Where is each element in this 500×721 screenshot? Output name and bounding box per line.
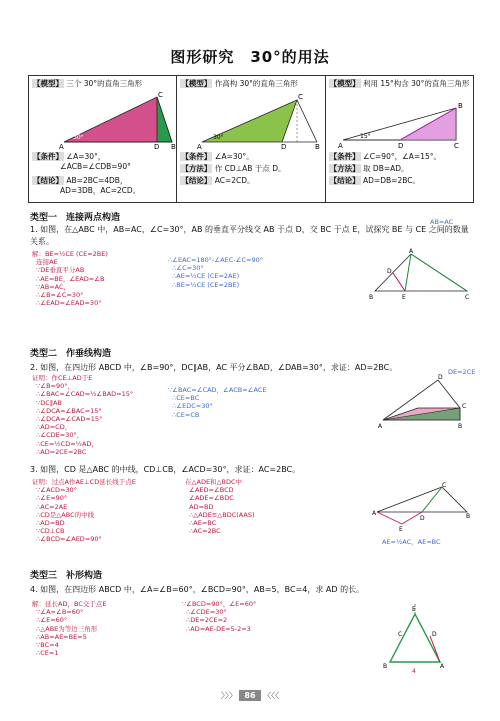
model-2-figure — [197, 92, 322, 150]
model-3-label-b: B — [457, 102, 463, 110]
model-2-condition — [180, 152, 321, 162]
res-line: AD=3DB，AC=2CD。 — [60, 186, 141, 195]
q4-length-4: 4 — [412, 668, 416, 675]
question-1-solution-left: 解：BE=½CE (CE=2BE) 连接AE ∵DE垂直平分AB ∴AE=BE，∠EAD=∠B ∵AB=AC， ∴∠B=∠C=30° ∴∠EAD=∠EAD=30° — [32, 250, 108, 308]
cond-line: ∠A=30°。 — [214, 152, 254, 161]
model-2-result — [180, 176, 321, 186]
question-2-solution-mid: ∵∠BAC=∠CAD，∠ACB=∠ACE ∴CE=BC ∴∠EDC=30° ∴CE=CB — [168, 386, 267, 419]
res-line: AD=DB=2BC。 — [363, 176, 420, 185]
question-3: 3. 如图，CD 是△ABC 的中线，CD⊥CB，∠ACD=30°，求证：AC=2BC。 — [30, 465, 301, 474]
question-3-note: AE=½AC，AE=BC — [382, 538, 441, 546]
res-tag: 【结论】 — [329, 176, 360, 185]
page-footer — [0, 690, 500, 701]
q1-label-d: D — [387, 268, 392, 275]
res-tag: 【结论】 — [33, 176, 63, 185]
q1-label-e: E — [402, 294, 406, 301]
model-desc-text: 利用 15°构含 30°的直角三角形 — [363, 79, 470, 88]
question-3-solution-mid: 在△ADE和△BDC中 ∠AED=∠BCD ∠ADE=∠BDC AD=BD ∴△ADE≌△BDC(AAS) ∴AE=BC ∴AC=2BC — [185, 478, 255, 536]
model-1-desc — [32, 79, 173, 89]
question-2: 2. 如图，在四边形 ABCD 中，∠B=90°，DC∥AB，AC 平分∠BAD，∠DAB=30°，求证：AD=2BC。 — [30, 363, 398, 372]
method-line: 作 CD⊥AB 于点 D。 — [214, 164, 286, 173]
q3-label-c: C — [442, 482, 447, 489]
model-3-result — [329, 176, 470, 186]
model-1-label-d: D — [154, 143, 160, 150]
page-number: 86 — [239, 690, 260, 701]
question-3-solution-left: 证明：过点A作AE⊥CD延长线于点E ∵∠ACD=30° ∴∠E=90° ∴AC=2AE ∴CD是△ABC的中线 ∴AD=BD ∵CD⊥CB ∴∠BCD=∠AED=90° — [32, 478, 136, 544]
footer-right-arrows: 〈〈〈 — [263, 691, 280, 700]
model-column-2 — [177, 76, 325, 202]
q1-label-b: B — [369, 294, 374, 301]
page-title: 图形研究 30°的用法 — [170, 48, 330, 66]
question-3-figure — [372, 482, 472, 532]
question-2-note: DE=2CE — [448, 368, 476, 376]
question-4: 4. 如图，在四边形 ABCD 中，∠A=∠B=60°，∠BCD=90°，AB=5，BC=4，求 AD 的长。 — [30, 585, 365, 594]
model-desc-text: 三个 30°的直角三角形 — [66, 79, 143, 88]
model-1-label-a: A — [59, 143, 64, 150]
question-4-solution-mid: ∵∠BCD=90°，∠E=60° ∴∠CDE=30° ∴DE=2CE=2 ∴AD=AE-DE=5-2=3 — [182, 600, 257, 633]
cond-line: ∠C=90°，∠A=15°。 — [363, 152, 442, 161]
model-tag: 【模型】 — [329, 79, 360, 88]
model-1-condition — [32, 152, 173, 172]
model-tag: 【模型】 — [33, 79, 63, 88]
model-3-method — [329, 164, 470, 174]
question-2-solution-left: 证明：作CE⊥AD于E ∵∠B=90°， ∴∠BAC=∠CAD=½∠BAD=15° ∵DC∥AB ∴∠DCA=∠BAC=15° ∴∠DCA=∠CAD=15° ∴AD=CD， ∴∠CDE=30°， ∴CE=½CD=½AD， ∴AD=2CE=2BC — [32, 374, 134, 456]
q1-label-c: C — [465, 294, 470, 301]
q4-label-c: C — [398, 631, 403, 638]
model-3-desc — [329, 79, 470, 89]
question-4-figure — [382, 596, 472, 676]
model-2-label-c: C — [298, 93, 304, 101]
model-desc-text: 作高构 30°的直角三角形 — [214, 79, 298, 88]
q3-label-a: A — [372, 510, 377, 517]
q1-label-a: A — [409, 248, 414, 255]
model-3-label-d: D — [397, 142, 404, 150]
question-4-solution-left: 解：延长AD，BC交于点E ∵∠A=∠B=60° ∴∠E=60° ∴△ABE为等边三角形 ∴AB=AE=BE=5 ∵BC=4 ∴CE=1 — [32, 600, 107, 658]
q3-label-d: D — [420, 515, 425, 522]
model-1-label-b: B — [171, 143, 176, 150]
model-2-angle: 30° — [213, 134, 224, 141]
model-column-3 — [326, 76, 473, 202]
cond-tag: 【条件】 — [181, 152, 212, 161]
cond-line: ∠ACB=∠CDB=90° — [60, 162, 131, 171]
model-3-label-c: C — [453, 142, 459, 150]
question-1: 1. 如图，在△ABC 中，AB=AC，∠C=30°，AB 的垂直平分线交 AB 于点 D，交 BC 于点 E，试探究 BE 与 CE 之间的数量关系。 — [30, 225, 469, 246]
model-2-desc — [180, 79, 321, 89]
q4-label-b: B — [383, 663, 388, 670]
model-1-figure — [59, 92, 179, 150]
res-line: AB=2BC=4DB， — [66, 176, 128, 185]
model-column-1 — [29, 76, 177, 202]
model-3-label-a: A — [337, 142, 343, 150]
question-1-solution-mid: ∴∠EAC=180°-∠AEC-∠C=90° ∴∠C=30° ∴AE=½CE (CE=2AE) ∴BE=½CE (CE=2BE) — [168, 256, 263, 289]
section-type-1: 类型一 连接两点构造 — [30, 213, 121, 223]
model-table — [28, 75, 474, 203]
res-line: AC=2CD。 — [214, 176, 255, 185]
model-1-label-c: C — [158, 92, 163, 99]
section-type-3: 类型三 补形构造 — [30, 571, 103, 581]
q2-label-d: D — [438, 374, 443, 381]
model-3-figure — [338, 100, 468, 150]
method-tag: 【方法】 — [329, 164, 360, 173]
model-tag: 【模型】 — [181, 79, 212, 88]
section-type-2: 类型二 作垂线构造 — [30, 349, 112, 359]
model-2-label-d: D — [281, 143, 287, 150]
model-2-label-b: B — [315, 143, 321, 150]
q3-label-e: E — [399, 526, 403, 532]
method-line: 取 DB=AD。 — [363, 164, 409, 173]
method-tag: 【方法】 — [181, 164, 212, 173]
q2-label-b: B — [458, 423, 463, 430]
model-1-result — [32, 176, 173, 196]
model-3-condition — [329, 152, 470, 162]
model-3-angle: 15° — [359, 133, 371, 140]
res-tag: 【结论】 — [181, 176, 212, 185]
cond-tag: 【条件】 — [33, 152, 63, 161]
question-2-figure — [378, 370, 468, 430]
footer-left-arrows: 〉〉〉 — [220, 691, 237, 700]
cond-tag: 【条件】 — [329, 152, 360, 161]
model-2-method — [180, 164, 321, 174]
q3-label-b: B — [466, 513, 471, 520]
question-1-note: AB=AC — [430, 218, 454, 226]
q4-label-d: D — [432, 631, 437, 638]
model-1-angle: 30° — [73, 134, 84, 141]
q2-label-a: A — [378, 423, 383, 430]
model-2-label-a: A — [197, 143, 203, 150]
cond-line: ∠A=30°， — [66, 152, 106, 161]
q4-label-e: E — [412, 606, 416, 613]
question-1-figure — [365, 246, 475, 316]
q2-label-c: C — [462, 403, 467, 410]
q4-label-a: A — [440, 663, 445, 670]
